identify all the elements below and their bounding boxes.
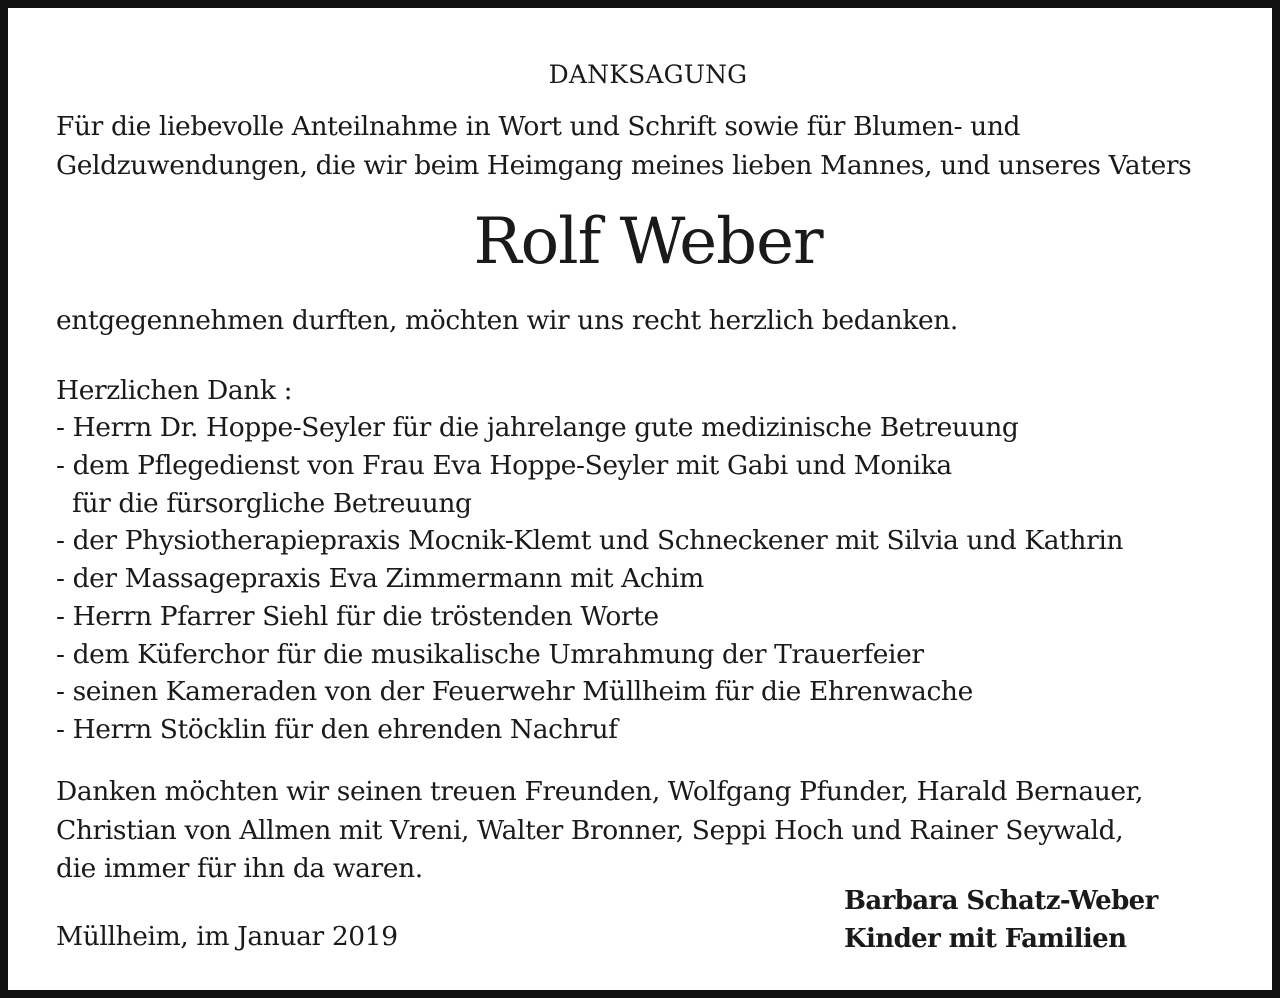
deceased-name: Rolf Weber [473, 205, 823, 279]
thanks-line: - Herrn Pfarrer Siehl für die tröstenden Worte [56, 601, 659, 632]
friends-line-3: die immer für ihn da waren. [56, 853, 423, 884]
thanks-heading: Herzlichen Dank : [56, 375, 293, 406]
thanks-line: - dem Pflegedienst von Frau Eva Hoppe-Seyler mit Gabi und Monika [56, 450, 952, 481]
thanks-line: für die fürsorgliche Betreuung [56, 488, 472, 519]
signature-name: Barbara Schatz-Weber [844, 886, 1158, 916]
thanks-line: - seinen Kameraden von der Feuerwehr Müllheim für die Ehrenwache [56, 676, 973, 707]
closing-line: entgegennehmen durften, möchten wir uns recht herzlich bedanken. [56, 305, 958, 336]
signature-family: Kinder mit Familien [844, 924, 1127, 954]
friends-line-1: Danken möchten wir seinen treuen Freunden, Wolfgang Pfunder, Harald Bernauer, [56, 776, 1144, 807]
thanks-line: - dem Küferchor für die musikalische Umrahmung der Trauerfeier [56, 639, 924, 670]
intro-line-2: Geldzuwendungen, die wir beim Heimgang meines lieben Mannes, und unseres Vaters [56, 150, 1192, 181]
thanks-line: - der Massagepraxis Eva Zimmermann mit Achim [56, 563, 704, 594]
intro-line-1: Für die liebevolle Anteilnahme in Wort und Schrift sowie für Blumen- und [56, 111, 1021, 142]
thanks-line: - Herrn Dr. Hoppe-Seyler für die jahrelange gute medizinische Betreuung [56, 412, 1019, 443]
thanks-line: - Herrn Stöcklin für den ehrenden Nachruf [56, 714, 618, 745]
place-date: Müllheim, im Januar 2019 [56, 921, 398, 952]
thanks-line: - der Physiotherapiepraxis Mocnik-Klemt und Schneckener mit Silvia und Kathrin [56, 525, 1124, 556]
friends-line-2: Christian von Allmen mit Vreni, Walter Bronner, Seppi Hoch und Rainer Seywald, [56, 815, 1124, 846]
notice-heading: DANKSAGUNG [548, 60, 748, 89]
